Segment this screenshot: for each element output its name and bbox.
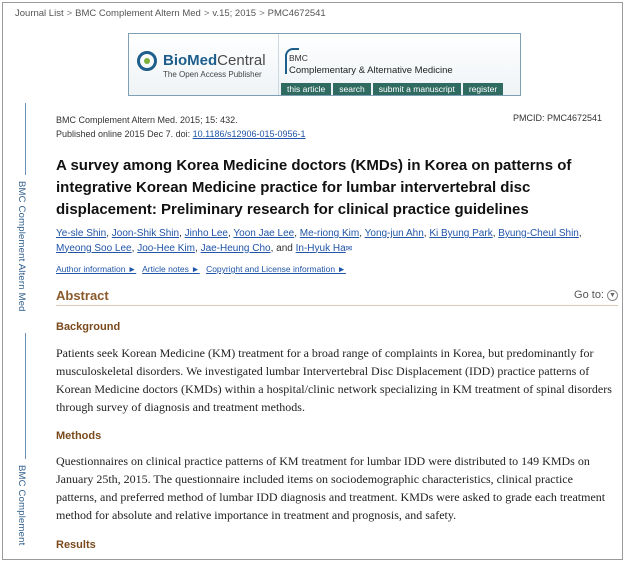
author-link[interactable]: Jinho Lee (184, 228, 228, 239)
banner-nav (281, 83, 503, 95)
author-information-link[interactable]: Author information ► (56, 264, 137, 274)
background-text: Patients seek Korean Medicine (KM) treatment for a broad range of complaints in Korea, but predominantly for musculoskeletal disorders. We investigated lumbar Intervertebral Disc Displacement (IDD) practice patterns of Korean Medicine doctors (KMDs) within a hospital/clinic network specializing in KM treatment of spinal disorders through survey of diagnosis and treatment methods. (56, 346, 612, 414)
sidebar-divider (25, 103, 26, 175)
author-link[interactable]: Joon-Shik Shin (111, 228, 180, 239)
author-link[interactable]: Myeong Soo Lee (56, 242, 132, 254)
author-link[interactable]: Yoon Jae Lee (233, 228, 295, 239)
published-line: Published online 2015 Dec 7. doi: 10.1186/s12906-015-0956-1 (56, 129, 306, 139)
journal-banner (128, 33, 521, 96)
banner-nav-submit[interactable]: submit a manuscript (373, 83, 461, 95)
article-notes-link[interactable]: Article notes ► (142, 264, 200, 274)
doi-link[interactable]: 10.1186/s12906-015-0956-1 (192, 129, 306, 139)
citation: BMC Complement Altern Med. 2015; 15: 432. (56, 115, 238, 125)
goto-menu[interactable] (574, 289, 618, 301)
breadcrumb-separator: > (66, 8, 73, 19)
publisher-tagline: The Open Access Publisher (163, 70, 262, 79)
banner-nav-register[interactable]: register (463, 83, 503, 95)
breadcrumb-separator: > (203, 8, 210, 19)
banner-nav-search[interactable]: search (333, 83, 371, 95)
breadcrumb-volume[interactable]: v.15; 2015 (212, 8, 257, 19)
publisher-name-suffix: Central (217, 52, 266, 69)
article-title: A survey among Korea Medicine doctors (KMDs) in Korea on patterns of integrative Korean Medicine practice for lumbar intervertebral disc displacement: Preliminary research for clinical practice guidelines (56, 157, 572, 218)
author-conjunction: and (276, 242, 293, 254)
results-heading: Results (56, 539, 96, 551)
author-link[interactable]: Joo-Hee Kim (137, 242, 195, 254)
author-link[interactable]: Ye-sle Shin (56, 228, 107, 239)
pmcid: PMCID: PMC4672541 (512, 113, 602, 123)
page-frame (2, 2, 623, 560)
methods-heading: Methods (56, 430, 102, 442)
chevron-down-icon[interactable]: ▼ (607, 290, 618, 301)
abstract-heading: Abstract (56, 288, 109, 303)
sidebar-journal-label[interactable]: BMC Complement Altern Med (16, 181, 27, 312)
email-icon[interactable]: ✉ (345, 243, 353, 253)
journal-abbr: BMC (289, 53, 308, 63)
publisher-logo[interactable] (129, 34, 279, 95)
author-link[interactable]: In-Hyuk Ha (295, 242, 346, 254)
author-link[interactable]: Ki Byung Park (429, 228, 493, 239)
methods-text: Questionnaires on clinical practice patterns of KM treatment for lumbar IDD were distributed to 149 KMDs on January 25th, 2015. The questionnaire included items on sociodemographic characteristics, clinical practice patterns, and preferred method of lumbar IDD diagnosis and treatment. KMDs were asked to grade each treatment method for absolute and relative importance in treatment and prognosis, and safety. (56, 454, 606, 522)
breadcrumb-separator: > (259, 8, 265, 19)
biomed-central-logo-icon (137, 51, 157, 71)
author-link[interactable]: Byung-Cheul Shin (498, 228, 579, 239)
breadcrumb-journal-list[interactable]: Journal List (15, 8, 64, 19)
sidebar-divider (25, 333, 26, 459)
breadcrumb (15, 8, 326, 19)
breadcrumb-pmcid: PMC4672541 (267, 8, 326, 19)
publisher-name: BioMedCentral (163, 52, 266, 69)
banner-nav-this-article[interactable]: this article (281, 83, 331, 95)
author-link[interactable]: Yong-jun Ahn (364, 228, 424, 239)
goto-label: Go to: (574, 289, 604, 301)
author-list: Ye-sle Shin, Joon-Shik Shin, Jinho Lee, Yoon Jae Lee, Me-riong Kim, Yong-jun Ahn, Ki Byung Park, Byung-Cheul Shin, Myeong Soo Lee, Joo-Hee Kim, Jae-Heung Cho, and In-Hyuk Ha✉ (56, 228, 582, 254)
sidebar-journal-label-repeat[interactable]: BMC Complement (16, 465, 27, 546)
author-link[interactable]: Jae-Heung Cho (200, 242, 271, 254)
journal-full-name: Complementary & Alternative Medicine (289, 65, 453, 76)
abstract-header (56, 284, 618, 306)
background-heading: Background (56, 321, 121, 333)
author-link[interactable]: Me-riong Kim (299, 228, 360, 239)
copyright-license-link[interactable]: Copyright and License information ► (206, 264, 346, 274)
breadcrumb-journal[interactable]: BMC Complement Altern Med (75, 8, 201, 19)
citation-meta (56, 113, 306, 141)
article-info-links (56, 264, 350, 274)
